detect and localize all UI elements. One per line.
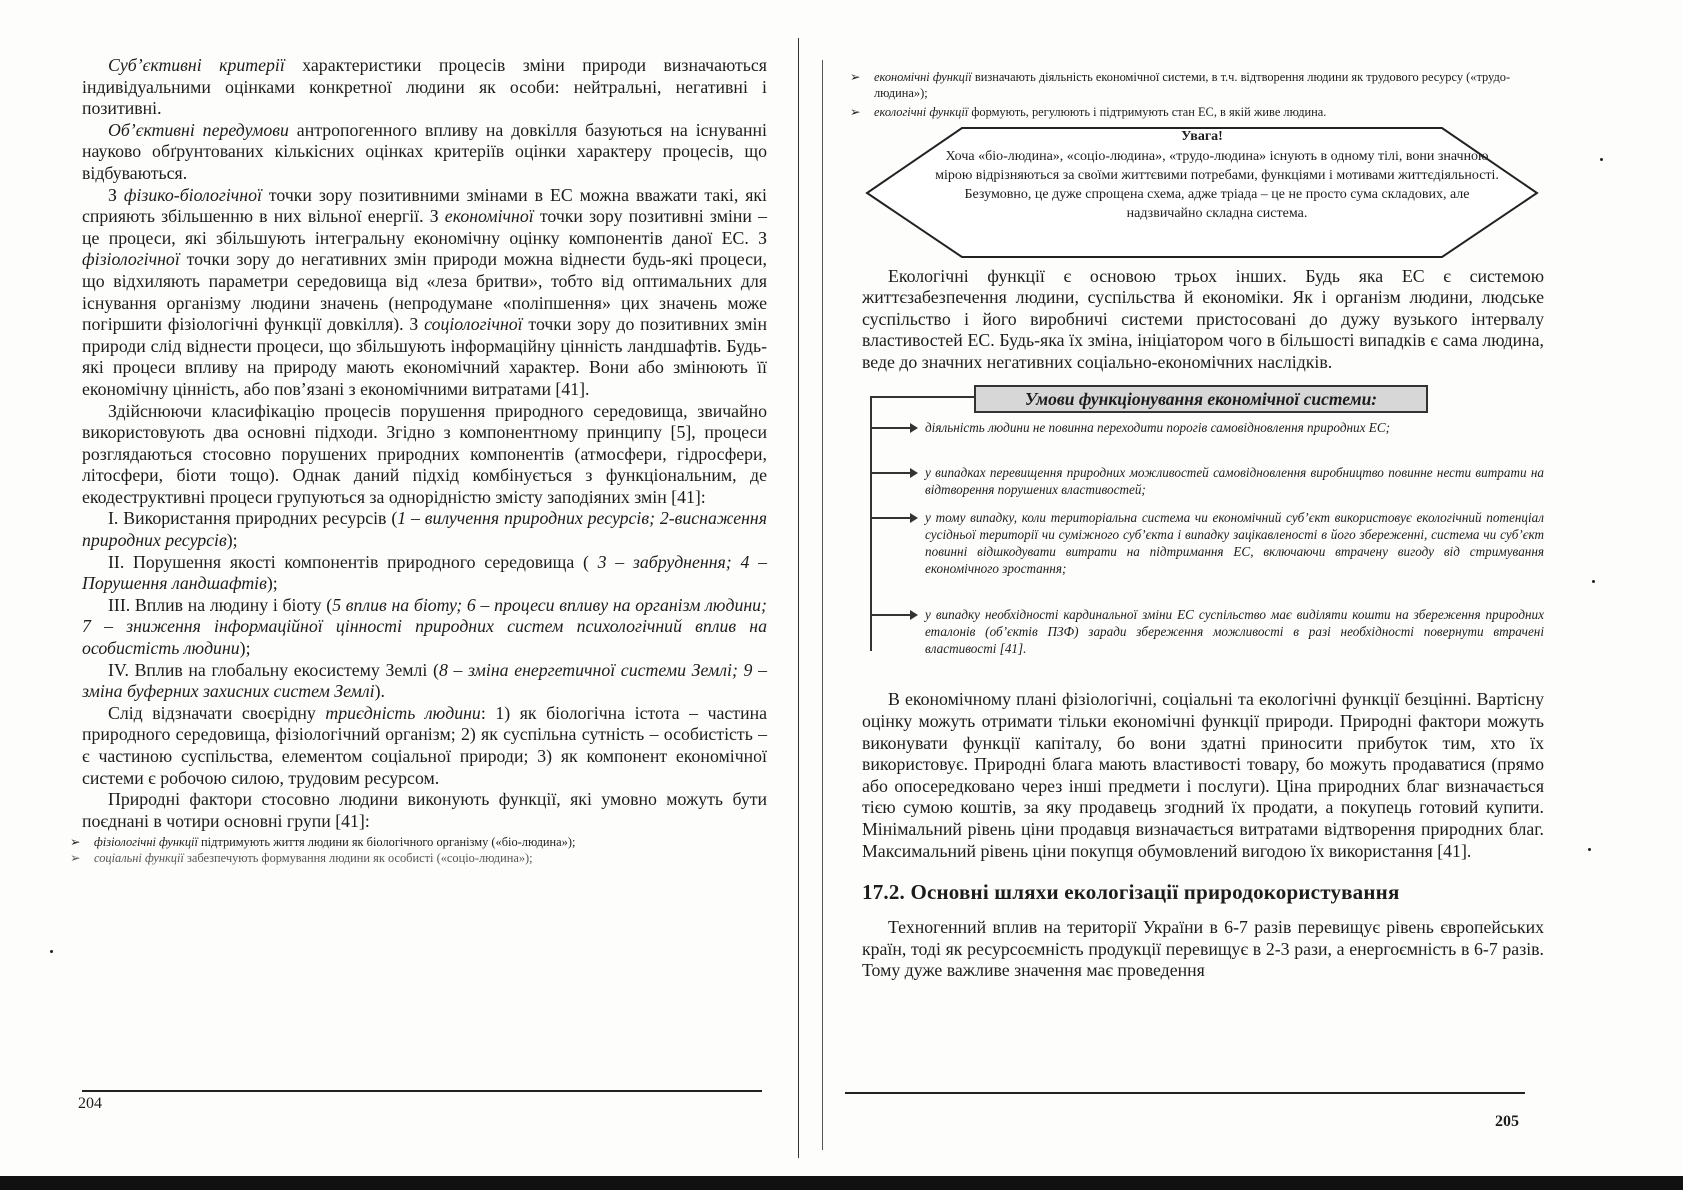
list-item [82,508,767,551]
scan-speck [1592,580,1595,583]
list-item-tail: ). [374,681,385,702]
footer-rule-left [82,1090,762,1092]
bullet-term: фізіологічні функції [94,835,198,850]
page-fold-shadow [822,60,823,1150]
condition-text: діяльність людини не повинна переходити порогів самовідновлення природних ЕС; [925,420,1391,436]
bullet-item [850,70,1544,101]
bullet-term: соціальні функції [94,850,184,865]
page-fold-line [798,38,799,1158]
conditions-diagram [862,379,1544,689]
paragraph-classification: Здійснюючи класифікацію процесів порушення природного середовища, звичайно використовують два основні підходи. Згідно з компонентному принципу [5], процеси розглядаються стосовно порушених природних компонентів (атмосфери, гідросфери, літосфери, біоти тощо). Однак даний підхід комбінується з функціональним, де екодеструктивні процеси групуються за однорідністю змісту заподіяних змін [41]: [82,400,767,507]
text-run: : 1) як біологічна істота – частина природного середовища, фізіологічний організм; 2) як суспільна сутність – особистість – є частиною суспільства, елементом соціальної природи; 3) як компонент економічної системи є робочою силою, трудовим ресурсом. [82,702,768,788]
paragraph-subjective-criteria [82,55,767,120]
term-objective-prerequisites: Об’єктивні передумови [108,119,289,140]
paragraph-economic-valuation: В економічному плані фізіологічні, соціальні та екологічні функції безцінні. Вартісну оцінку можуть отримати тільки економічні функції природи. Природні фактори можуть виконувати функції капіталу, бо вони здатні приносити прибуток тим, хто їх використовує. Природні блага мають властивості товару, бо можуть продаватися (прямо або опосередковано через інші предмети і послуги). Ціна природних благ визначається тією сумою коштів, за яку продавець згодний їх продати, а покупець готовий купити. Мінімальний рівень ціни продавця визначається витратами відтворення природних благ. Максимальний рівень ціни покупця обумовлений вигодою їх використання [41]. [862,689,1544,861]
page-number-right: 205 [1495,1113,1519,1130]
paragraph-technogenic-impact: Техногенний вплив на території України в 6-7 разів перевищує рівень європейських країн, тоді як ресурсоємність продукції перевищує в 2-3 рази, а енергоємність в 6-7 разів. Тому дуже важливе значення має проведення [862,917,1544,981]
term-physiological: фізіологічної [82,249,180,270]
text-run: З [108,184,124,205]
bullet-term: екологічні функції [874,105,969,119]
arrow-right-icon [870,427,912,429]
attention-title: Увага! [1181,128,1223,144]
list-item-lead: ІІ. Порушення якості компонентів природного середовища ( [108,551,589,572]
list-item [82,595,767,660]
text-run: точки зору позитивні зміни – це процеси, які збільшують інтегральну економічну оцінку компонентів даної ЕС. З [82,206,767,248]
bullet-item [70,835,767,851]
connector-line [870,396,872,651]
disturbance-list [82,508,767,702]
text-run: точки зору позитивними змінами в ЕС можна вважати такі, які сприяють збільшенню в них вільної енергії. З [82,184,767,227]
scan-speck [1588,848,1591,851]
term-subjective-criteria: Суб’єктивні критерії [108,55,285,75]
condition-text: у випадку необхідності кардинальної зміни ЕС суспільство має виділяти кошти на збереження природних еталонів (об’єктів ПЗФ) заради збереження можливості в разі необхідності повернути втрачені властивості [41]. [925,607,1544,657]
list-item-lead: ІІІ. Вплив на людину і біоту ( [108,594,333,615]
left-page [70,55,768,866]
list-item [82,660,767,703]
footer-rule-right [845,1092,1525,1094]
term-sociological: соціологічної [424,314,523,335]
list-item-lead: ІV. Вплив на глобальну екосистему Землі ( [108,659,439,680]
bullet-text: визначають діяльність економічної системи, в т.ч. відтворення людини як трудового ресурсу («трудо-людина»); [874,70,1511,100]
list-item-detail: 5 вплив на біоту; 6 – процеси впливу на організм людини; 7 – зниження інформаційної цінності природних систем психологічний вплив на особистість людини [82,594,767,659]
conditions-header: Умови функціонування економічної системи: [974,385,1428,413]
arrow-bullet-icon: ➢ [70,850,81,865]
paragraph-human-trinity [82,703,767,789]
arrow-bullet-icon: ➢ [850,105,861,119]
bullet-text: формують, регулюють і підтримують стан ЕС, в якій живе людина. [968,105,1327,119]
list-item [82,552,767,595]
attention-text: Хоча «біо-людина», «соціо-людина», «трудо-людина» існують в одному тілі, вони значною мірою відрізняються за своїми життєвими потребами, функціями і мотивами життєдіяльності. Безумовно, це дуже спрощена схема, адже тріада – це не просто сума складових, але надзвичайно складна система. [935,148,1499,221]
connector-line [870,396,974,398]
page-number-left: 204 [78,1095,102,1112]
bullet-term: економічні функції [874,70,972,84]
attention-box [862,125,1542,260]
term-physico-biological: фізико-біологічної [123,184,262,205]
list-item-lead: І. Використання природних ресурсів ( [108,508,398,529]
arrow-right-icon [870,472,912,474]
term-economic: економічної [444,206,534,227]
paragraph-text: характеристики процесів зміни природи визначаються індивідуальними оцінками конкретної людини як особи: нейтральні, негативні і позитивні. [82,55,767,119]
arrow-bullet-icon: ➢ [850,70,861,84]
functions-bullets-left [70,835,767,866]
text-run: Слід відзначати своєрідну [108,702,326,723]
paragraph-natural-factors: Природні фактори стосовно людини виконують функції, які умовно можуть бути поєднані в чотири основні групи [41]: [82,789,767,831]
bullet-item [70,850,767,867]
arrow-bullet-icon: ➢ [70,835,81,850]
right-page [850,70,1544,982]
list-item-tail: ); [266,573,278,594]
text-run: точки зору до негативних змін природи можна віднести будь-які процеси, що відхиляють параметри середовища від «леза бритви», тобто від оптимальних для існування організму людини значень (непродумане «поліпшення» цих значень може погіршити фізіологічні функції довкілля). З [82,249,767,335]
paragraph-viewpoints [82,185,767,401]
list-item-tail: ); [239,638,251,659]
paragraph-text: антропогенного впливу на довкілля базуються на існуванні науково обґрунтованих кількісних оцінках критеріїв оцінки характеру процесів, що відбуваються. [82,119,767,183]
bullet-text: забезпечують формування людини як особисті («соціо-людина»); [183,850,533,865]
scan-bottom-edge [0,1176,1683,1190]
functions-bullets-right [850,70,1544,121]
list-item-detail: 1 – вилучення природних ресурсів; 2-виснаження природних ресурсів [82,508,767,551]
paragraph-ecological-functions: Екологічні функції є основою трьох інших. Будь яка ЕС є системою життєзабезпечення людини, суспільства й економіки. Як і організм людини, людське суспільство і його виробничі системи пристосовані до дужу вузького інтервалу властивостей ЕС. Будь-яка їх зміна, ініціатором чого в більшості випадків є сама людина, веде до значних негативних соціально-економічних наслідків. [862,265,1544,372]
arrow-right-icon [870,517,912,519]
scan-speck [50,950,53,953]
section-heading: 17.2. Основні шляхи екологізації природокористування [862,880,1400,905]
condition-text: у випадках перевищення природних можливостей самовідновлення виробництво повинне нести витрати на відтворення порушених властивостей; [925,465,1544,498]
text-run: точки зору до позитивних змін природи слід віднести процеси, що збільшують інформаційну цінність ландшафтів. Будь-які процеси впливу на природу мають економічний характер. Вони або змінюють її економічну цінність, або пов’язані з економічними витратами [41]. [82,314,767,399]
list-item-tail: ); [226,530,238,551]
paragraph-objective-prerequisites [82,120,767,185]
condition-text: у тому випадку, коли територіальна система чи економічний суб’єкт використовує екологічний потенціал сусідньої території чи суміжного суб’єкта і випадку зацікавленості в його збереженні, система чи суб’єкт повинні відшкодувати витрати на підтримання ЕС, включаючи втрачену вигоду від стримування економічного зростання; [925,510,1544,577]
bullet-item [850,105,1544,121]
bullet-text: підтримують життя людини як біологічного організму («біо-людина»); [197,835,576,850]
list-item-detail: 3 – забруднення; 4 – Порушення ландшафтів [82,551,767,594]
scan-speck [1600,158,1603,161]
list-item-detail: 8 – зміна енергетичної системи Землі; 9 – зміна буферних захисних систем Землі [82,659,767,702]
term-human-trinity: триєдність людини [325,702,481,723]
arrow-right-icon [870,614,912,616]
